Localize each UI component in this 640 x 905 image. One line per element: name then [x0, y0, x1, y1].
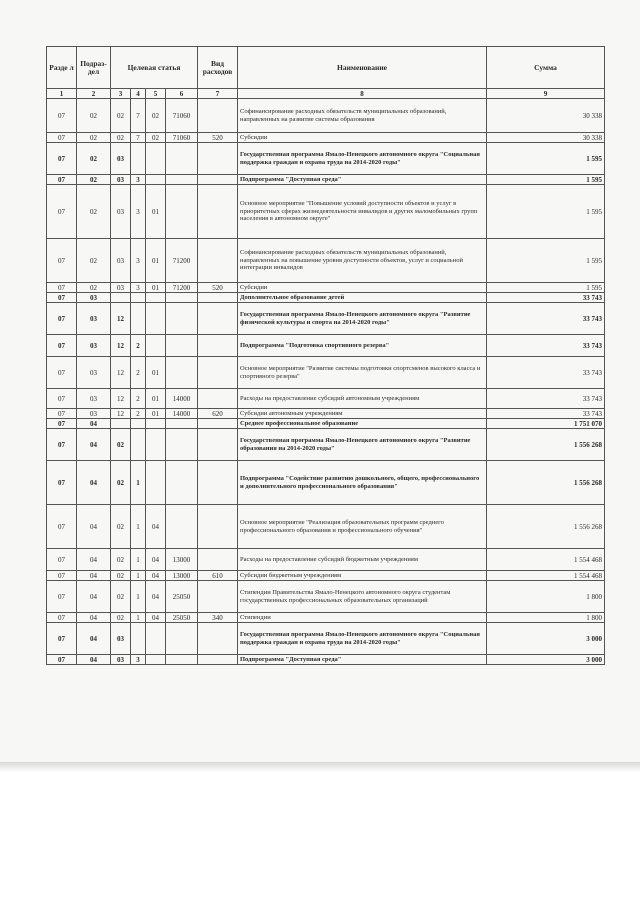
podrazdel-cell: 04 — [77, 655, 111, 665]
program-cell: 03 — [111, 623, 131, 655]
table-row — [47, 357, 605, 389]
expense-type-cell: 610 — [198, 571, 238, 581]
sum-cell: 33 743 — [487, 409, 605, 419]
name-cell: Стипендии Правительства Ямало-Ненецкого автономного округа студентам государственных профессиональных образовательных организаций — [238, 581, 487, 613]
expense-type-cell — [198, 143, 238, 175]
activity-cell — [146, 335, 166, 357]
razdel-cell: 07 — [47, 613, 77, 623]
program-cell: 02 — [111, 549, 131, 571]
sum-cell: 1 595 — [487, 283, 605, 293]
program-cell: 02 — [111, 99, 131, 133]
sum-cell: 1 556 268 — [487, 429, 605, 461]
razdel-cell: 07 — [47, 623, 77, 655]
table-row — [47, 99, 605, 133]
subprogram-cell: 3 — [131, 239, 146, 283]
table-row — [47, 283, 605, 293]
table-row — [47, 505, 605, 549]
program-cell: 03 — [111, 655, 131, 665]
name-cell: Среднее профессиональное образование — [238, 419, 487, 429]
activity-cell — [146, 419, 166, 429]
program-cell: 12 — [111, 409, 131, 419]
sum-cell: 1 751 070 — [487, 419, 605, 429]
direction-cell — [166, 175, 198, 185]
sum-cell: 30 338 — [487, 133, 605, 143]
column-number: 4 — [131, 89, 146, 99]
program-cell: 12 — [111, 303, 131, 335]
razdel-cell: 07 — [47, 239, 77, 283]
header-razdel: Разде л — [47, 47, 77, 89]
table-row — [47, 133, 605, 143]
name-cell: Субсидии бюджетным учреждениям — [238, 571, 487, 581]
header-row — [47, 47, 605, 89]
direction-cell: 25050 — [166, 613, 198, 623]
column-number: 9 — [487, 89, 605, 99]
podrazdel-cell: 02 — [77, 185, 111, 239]
program-cell: 03 — [111, 143, 131, 175]
direction-cell — [166, 303, 198, 335]
direction-cell: 25050 — [166, 581, 198, 613]
podrazdel-cell: 04 — [77, 571, 111, 581]
name-cell: Государственная программа Ямало-Ненецкого автономного округа "Социальная поддержка граждан и охрана труда на 2014-2020 годы" — [238, 143, 487, 175]
column-number: 6 — [166, 89, 198, 99]
podrazdel-cell: 03 — [77, 409, 111, 419]
subprogram-cell — [131, 143, 146, 175]
table-row — [47, 389, 605, 409]
razdel-cell: 07 — [47, 389, 77, 409]
razdel-cell: 07 — [47, 461, 77, 505]
razdel-cell: 07 — [47, 303, 77, 335]
program-cell: 02 — [111, 571, 131, 581]
table-row — [47, 581, 605, 613]
subprogram-cell: 3 — [131, 175, 146, 185]
subprogram-cell — [131, 419, 146, 429]
subprogram-cell: 7 — [131, 99, 146, 133]
razdel-cell: 07 — [47, 571, 77, 581]
sum-cell: 33 743 — [487, 335, 605, 357]
razdel-cell: 07 — [47, 293, 77, 303]
name-cell: Софинансирование расходных обязательств муниципальных образований, направленных на повышение уровня доступности объектов, услуг и социальной интеграции инвалидов — [238, 239, 487, 283]
sum-cell: 1 554 468 — [487, 571, 605, 581]
podrazdel-cell: 03 — [77, 293, 111, 303]
header-vid: Вид расходов — [198, 47, 238, 89]
activity-cell: 04 — [146, 613, 166, 623]
direction-cell — [166, 143, 198, 175]
razdel-cell: 07 — [47, 549, 77, 571]
expense-type-cell — [198, 175, 238, 185]
sum-cell: 1 554 468 — [487, 549, 605, 571]
direction-cell: 14000 — [166, 389, 198, 409]
column-number: 7 — [198, 89, 238, 99]
podrazdel-cell: 03 — [77, 389, 111, 409]
razdel-cell: 07 — [47, 143, 77, 175]
table-body — [47, 99, 605, 665]
direction-cell — [166, 357, 198, 389]
subprogram-cell — [131, 293, 146, 303]
podrazdel-cell: 02 — [77, 133, 111, 143]
expense-type-cell — [198, 303, 238, 335]
direction-cell: 71060 — [166, 133, 198, 143]
activity-cell: 04 — [146, 505, 166, 549]
activity-cell: 04 — [146, 549, 166, 571]
expense-type-cell — [198, 99, 238, 133]
subprogram-cell: 2 — [131, 389, 146, 409]
direction-cell — [166, 623, 198, 655]
activity-cell: 01 — [146, 239, 166, 283]
page-shadow — [0, 762, 640, 772]
sum-cell: 1 556 268 — [487, 505, 605, 549]
sum-cell: 33 743 — [487, 357, 605, 389]
subprogram-cell: 7 — [131, 133, 146, 143]
expense-type-cell: 340 — [198, 613, 238, 623]
name-cell: Субсидии — [238, 133, 487, 143]
direction-cell — [166, 419, 198, 429]
razdel-cell: 07 — [47, 357, 77, 389]
sum-cell: 1 595 — [487, 175, 605, 185]
razdel-cell: 07 — [47, 283, 77, 293]
direction-cell — [166, 461, 198, 505]
subprogram-cell: 3 — [131, 655, 146, 665]
program-cell — [111, 419, 131, 429]
subprogram-cell: 3 — [131, 185, 146, 239]
table-row — [47, 613, 605, 623]
activity-cell: 01 — [146, 357, 166, 389]
activity-cell: 02 — [146, 133, 166, 143]
name-cell: Основное мероприятие "Реализация образовательных программ среднего профессионального образования и профессионального обучения" — [238, 505, 487, 549]
table-row — [47, 623, 605, 655]
header-summa: Сумма — [487, 47, 605, 89]
direction-cell — [166, 335, 198, 357]
expense-type-cell — [198, 389, 238, 409]
sum-cell: 30 338 — [487, 99, 605, 133]
header-podrazdel: Подраз- дел — [77, 47, 111, 89]
activity-cell: 04 — [146, 581, 166, 613]
expense-type-cell — [198, 655, 238, 665]
direction-cell: 13000 — [166, 571, 198, 581]
program-cell: 12 — [111, 357, 131, 389]
program-cell: 12 — [111, 335, 131, 357]
expense-type-cell — [198, 581, 238, 613]
header-celevaya: Целевая статья — [111, 47, 198, 89]
table-row — [47, 175, 605, 185]
subprogram-cell: 1 — [131, 505, 146, 549]
table-row — [47, 185, 605, 239]
direction-cell: 71200 — [166, 239, 198, 283]
direction-cell — [166, 505, 198, 549]
expense-type-cell — [198, 239, 238, 283]
podrazdel-cell: 02 — [77, 283, 111, 293]
activity-cell — [146, 303, 166, 335]
activity-cell — [146, 655, 166, 665]
podrazdel-cell: 03 — [77, 357, 111, 389]
expense-type-cell — [198, 335, 238, 357]
expense-type-cell — [198, 461, 238, 505]
activity-cell — [146, 461, 166, 505]
podrazdel-cell: 04 — [77, 419, 111, 429]
podrazdel-cell: 03 — [77, 335, 111, 357]
expense-type-cell: 620 — [198, 409, 238, 419]
table-row — [47, 429, 605, 461]
activity-cell — [146, 143, 166, 175]
direction-cell — [166, 429, 198, 461]
sum-cell: 33 743 — [487, 303, 605, 335]
program-cell — [111, 293, 131, 303]
subprogram-cell: 1 — [131, 549, 146, 571]
razdel-cell: 07 — [47, 99, 77, 133]
program-cell: 02 — [111, 505, 131, 549]
program-cell: 02 — [111, 581, 131, 613]
table-row — [47, 549, 605, 571]
podrazdel-cell: 04 — [77, 623, 111, 655]
program-cell: 03 — [111, 239, 131, 283]
expense-type-cell — [198, 419, 238, 429]
razdel-cell: 07 — [47, 133, 77, 143]
sum-cell: 1 800 — [487, 581, 605, 613]
direction-cell: 71060 — [166, 99, 198, 133]
podrazdel-cell: 02 — [77, 239, 111, 283]
program-cell: 03 — [111, 175, 131, 185]
podrazdel-cell: 04 — [77, 581, 111, 613]
razdel-cell: 07 — [47, 335, 77, 357]
table-row — [47, 461, 605, 505]
name-cell: Подпрограмма "Содействие развитию дошкольного, общего, профессионального и дополнительного профессионального образования" — [238, 461, 487, 505]
razdel-cell: 07 — [47, 655, 77, 665]
razdel-cell: 07 — [47, 419, 77, 429]
expense-type-cell — [198, 623, 238, 655]
subprogram-cell: 1 — [131, 461, 146, 505]
subprogram-cell: 1 — [131, 613, 146, 623]
name-cell: Субсидии автономным учреждениям — [238, 409, 487, 419]
table-row — [47, 655, 605, 665]
razdel-cell: 07 — [47, 175, 77, 185]
program-cell: 02 — [111, 613, 131, 623]
activity-cell — [146, 429, 166, 461]
expense-type-cell — [198, 185, 238, 239]
program-cell: 12 — [111, 389, 131, 409]
podrazdel-cell: 04 — [77, 429, 111, 461]
sum-cell: 33 743 — [487, 293, 605, 303]
sum-cell: 1 556 268 — [487, 461, 605, 505]
expense-type-cell — [198, 505, 238, 549]
name-cell: Государственная программа Ямало-Ненецкого автономного округа "Развитие образования на 2014-2020 годы" — [238, 429, 487, 461]
name-cell: Субсидии — [238, 283, 487, 293]
subprogram-cell — [131, 303, 146, 335]
expense-type-cell — [198, 429, 238, 461]
name-cell: Софинансирование расходных обязательств муниципальных образований, направленных на развитие системы образования — [238, 99, 487, 133]
expense-type-cell: 520 — [198, 283, 238, 293]
name-cell: Подпрограмма "Подготовка спортивного резерва" — [238, 335, 487, 357]
activity-cell: 01 — [146, 283, 166, 293]
activity-cell: 01 — [146, 409, 166, 419]
expense-type-cell — [198, 357, 238, 389]
subprogram-cell — [131, 429, 146, 461]
direction-cell — [166, 185, 198, 239]
table-row — [47, 571, 605, 581]
name-cell: Расходы на предоставление субсидий автономным учреждениям — [238, 389, 487, 409]
expense-type-cell — [198, 549, 238, 571]
table-row — [47, 409, 605, 419]
sum-cell: 33 743 — [487, 389, 605, 409]
activity-cell — [146, 293, 166, 303]
direction-cell: 71200 — [166, 283, 198, 293]
name-cell: Государственная программа Ямало-Ненецкого автономного округа "Развитие физической культуры и спорта на 2014-2020 годы" — [238, 303, 487, 335]
razdel-cell: 07 — [47, 429, 77, 461]
podrazdel-cell: 04 — [77, 461, 111, 505]
column-number: 5 — [146, 89, 166, 99]
podrazdel-cell: 02 — [77, 143, 111, 175]
table-row — [47, 143, 605, 175]
activity-cell: 01 — [146, 389, 166, 409]
table-row — [47, 293, 605, 303]
sum-cell: 1 595 — [487, 185, 605, 239]
activity-cell — [146, 175, 166, 185]
name-cell: Стипендии — [238, 613, 487, 623]
column-number: 3 — [111, 89, 131, 99]
subprogram-cell: 1 — [131, 571, 146, 581]
sum-cell: 3 000 — [487, 623, 605, 655]
subprogram-cell: 1 — [131, 581, 146, 613]
name-cell: Дополнительное образование детей — [238, 293, 487, 303]
podrazdel-cell: 02 — [77, 99, 111, 133]
activity-cell: 04 — [146, 571, 166, 581]
name-cell: Расходы на предоставление субсидий бюджетным учреждениям — [238, 549, 487, 571]
column-number: 1 — [47, 89, 77, 99]
sum-cell: 1 800 — [487, 613, 605, 623]
name-cell: Подпрограмма "Доступная среда" — [238, 655, 487, 665]
subprogram-cell: 2 — [131, 409, 146, 419]
subprogram-cell: 2 — [131, 335, 146, 357]
subprogram-cell: 2 — [131, 357, 146, 389]
column-number: 8 — [238, 89, 487, 99]
column-number-row — [47, 89, 605, 99]
podrazdel-cell: 03 — [77, 303, 111, 335]
podrazdel-cell: 02 — [77, 175, 111, 185]
sum-cell: 1 595 — [487, 239, 605, 283]
razdel-cell: 07 — [47, 409, 77, 419]
table-row — [47, 335, 605, 357]
name-cell: Подпрограмма "Доступная среда" — [238, 175, 487, 185]
name-cell: Основное мероприятие "Повышение условий доступности объектов и услуг в приоритетных сферах жизнедеятельности инвалидов и других маломобильных групп населения в автономном округе" — [238, 185, 487, 239]
direction-cell — [166, 655, 198, 665]
header-name: Наименование — [238, 47, 487, 89]
expense-type-cell — [198, 293, 238, 303]
program-cell: 03 — [111, 283, 131, 293]
activity-cell: 01 — [146, 185, 166, 239]
name-cell: Основное мероприятие "Развитие системы подготовки спортсменов высокого класса и спортивного резерва" — [238, 357, 487, 389]
razdel-cell: 07 — [47, 505, 77, 549]
program-cell: 02 — [111, 461, 131, 505]
table-row — [47, 419, 605, 429]
razdel-cell: 07 — [47, 185, 77, 239]
column-number: 2 — [77, 89, 111, 99]
sum-cell: 1 595 — [487, 143, 605, 175]
program-cell: 03 — [111, 185, 131, 239]
direction-cell: 14000 — [166, 409, 198, 419]
table-row — [47, 239, 605, 283]
podrazdel-cell: 04 — [77, 505, 111, 549]
budget-table — [46, 46, 605, 665]
name-cell: Государственная программа Ямало-Ненецкого автономного округа "Социальная поддержка граждан и охрана труда на 2014-2020 годы" — [238, 623, 487, 655]
table-row — [47, 303, 605, 335]
program-cell: 02 — [111, 429, 131, 461]
activity-cell — [146, 623, 166, 655]
podrazdel-cell: 04 — [77, 613, 111, 623]
subprogram-cell — [131, 623, 146, 655]
razdel-cell: 07 — [47, 581, 77, 613]
activity-cell: 02 — [146, 99, 166, 133]
direction-cell: 13000 — [166, 549, 198, 571]
program-cell: 02 — [111, 133, 131, 143]
expense-type-cell: 520 — [198, 133, 238, 143]
podrazdel-cell: 04 — [77, 549, 111, 571]
subprogram-cell: 3 — [131, 283, 146, 293]
sum-cell: 3 000 — [487, 655, 605, 665]
direction-cell — [166, 293, 198, 303]
